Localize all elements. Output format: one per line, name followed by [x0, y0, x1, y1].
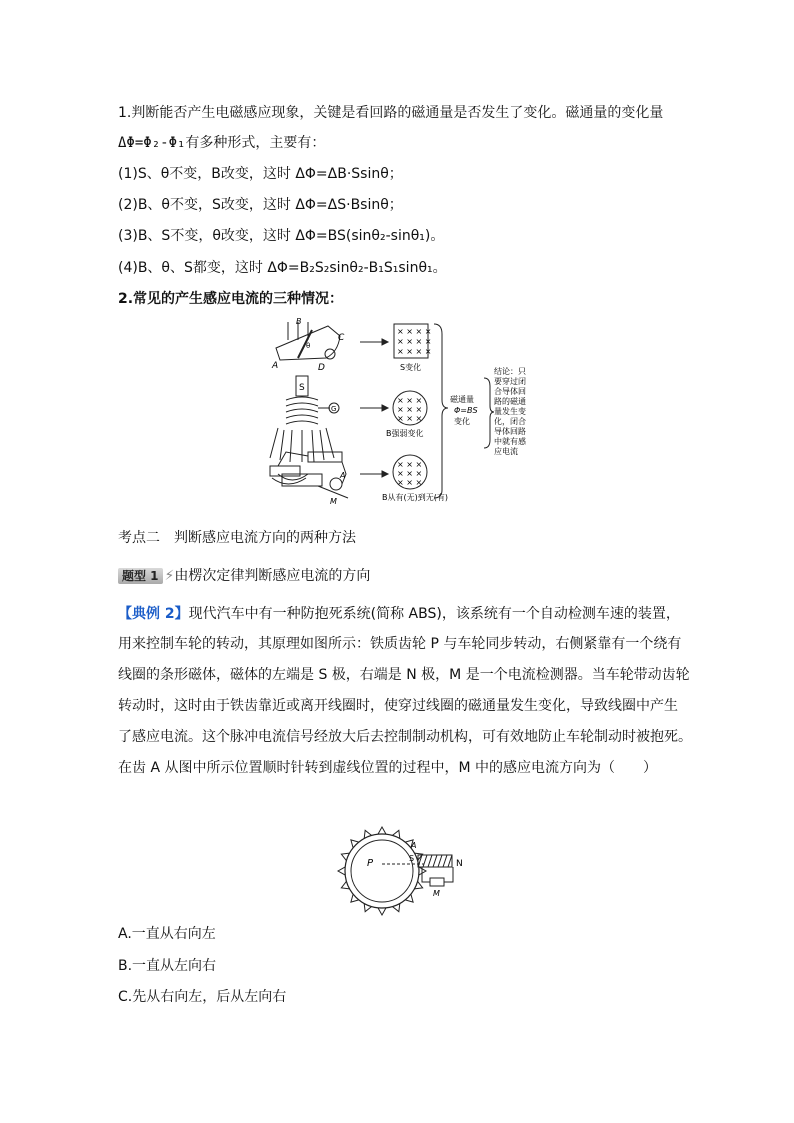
case-2: (2)B、θ不变，S改变，这时 ΔΦ=ΔS·Bsinθ；	[118, 197, 403, 213]
svg-text:× × ×: × × ×	[397, 396, 423, 405]
question-type-text: 由楞次定律判断感应电流的方向	[174, 568, 371, 584]
option-c[interactable]: C.先从右向左，后从左向右	[118, 989, 287, 1005]
section-title: 考点二 判断感应电流方向的两种方法	[118, 530, 356, 546]
example-line-1: 【典例 2】现代汽车中有一种防抱死系统(简称 ABS)，该系统有一个自动检测车速的装置，	[118, 606, 680, 622]
example-label: 【典例 2】	[118, 606, 189, 622]
lightning-icon: ⚡	[164, 568, 175, 584]
b-presence-label: B从有(无)到无(有)	[382, 493, 448, 502]
conclusion-line-2: 要穿过闭	[494, 377, 526, 386]
svg-text:× × ×: × × ×	[397, 414, 423, 423]
circle-field-2	[393, 455, 427, 489]
conclusion-line-5: 量发生变	[494, 407, 526, 416]
conclusion-line-1: 结论：只	[494, 367, 526, 376]
point-m-label: M	[330, 497, 337, 506]
b-strength-label: B强弱变化	[386, 429, 424, 438]
change-label: 变化	[454, 417, 470, 426]
svg-text:× × ×: × × ×	[397, 405, 423, 414]
magnet-s-label: S	[299, 383, 305, 393]
circle-field-1	[393, 391, 427, 425]
magnet-s-pole-label: S	[409, 854, 415, 863]
switch-circuit-diagram	[270, 452, 348, 498]
conclusion-line-9: 应电流	[494, 447, 518, 456]
example-line-2: 用来控制车轮的转动，其原理如图所示：铁质齿轮 P 与车轮同步转动，右侧紧靠有一个绕有	[118, 636, 682, 652]
arrows	[360, 339, 388, 477]
conclusion-line-3: 合导体回	[494, 387, 526, 396]
sliding-rod-diagram	[276, 322, 340, 360]
conclusion-line-6: 化，闭合	[494, 417, 526, 426]
magnet-coil	[418, 855, 453, 886]
svg-text:× × ×: × × ×	[397, 460, 423, 469]
question-type-tag: 题型 1	[118, 568, 163, 584]
conclusion-line-8: 中就有感	[494, 437, 526, 446]
s-change-label: S变化	[400, 363, 422, 372]
point-a2-label: A	[340, 471, 346, 480]
point-d-label: D	[318, 363, 325, 373]
induction-cases-figure	[258, 318, 528, 510]
example-line-6: 在齿 A 从图中所示位置顺时针转到虚线位置的过程中，M 中的感应电流方向为（ ）	[118, 760, 658, 776]
abs-gear-figure	[334, 824, 474, 922]
svg-text:× × × ×: × × × ×	[397, 327, 432, 336]
case-3: (3)B、S不变，θ改变，这时 ΔΦ=BS(sinθ₂-sinθ₁)。	[118, 228, 445, 244]
svg-text:× × ×: × × ×	[397, 478, 423, 487]
brace-1	[434, 324, 448, 498]
example-line-4: 转动时，这时由于铁齿靠近或离开线圈时，使穿过线圈的磁通量发生变化，导致线圈中产生	[118, 698, 678, 714]
gear-tooth	[378, 908, 386, 915]
case-4: (4)B、θ、S都变，这时 ΔΦ=B₂S₂sinθ₂-B₁S₁sinθ₁。	[118, 260, 447, 276]
case-1: (1)S、θ不变，B改变，这时 ΔΦ=ΔB·Ssinθ；	[118, 166, 403, 182]
gear-tooth	[338, 867, 345, 875]
galvanometer-label: G	[331, 405, 337, 413]
option-a[interactable]: A.一直从右向左	[118, 926, 216, 942]
example-line-3: 线圈的条形磁体，磁体的左端是 S 极，右端是 N 极，M 是一个电流检测器。当车轮带动齿轮	[118, 667, 690, 683]
gear-outer	[345, 834, 419, 908]
svg-text:× × × ×: × × × ×	[397, 337, 432, 346]
example-line-5: 了感应电流。这个脉冲电流信号经放大后去控制制动机构，可有效地防止车轮制动时被抱死。	[118, 729, 692, 745]
gear-tooth	[378, 827, 386, 834]
brace-2	[484, 378, 494, 448]
point-c-label: C	[338, 333, 345, 343]
theta-label: θ	[306, 342, 311, 350]
gear-inner	[351, 840, 413, 902]
paragraph-1-line-2: ΔΦ=Φ₂-Φ₁有多种形式，主要有：	[118, 135, 326, 151]
detector-m-label: M	[433, 889, 440, 898]
svg-text:× × ×: × × ×	[397, 469, 423, 478]
square-field	[394, 324, 431, 358]
option-b[interactable]: B.一直从左向右	[118, 958, 217, 974]
paragraph-1-line-1: 1.判断能否产生电磁感应现象，关键是看回路的磁通量是否发生了变化。磁通量的变化量	[118, 105, 664, 121]
point-b-label: B	[296, 318, 302, 326]
formula-label: Φ=BS	[454, 406, 478, 415]
question-type-row	[118, 566, 370, 586]
heading-2: 2.常见的产生感应电流的三种情况：	[118, 291, 344, 307]
conclusion-line-7: 导体回路	[494, 427, 526, 436]
svg-text:× × × ×: × × × ×	[397, 347, 432, 356]
point-a-label: A	[272, 361, 279, 371]
flux-label: 磁通量	[450, 395, 474, 404]
conclusion-line-4: 路的磁通	[494, 397, 526, 406]
gear-p-label: P	[367, 858, 374, 869]
tooth-a-label: A	[411, 841, 417, 850]
magnet-n-pole-label: N	[456, 859, 463, 869]
